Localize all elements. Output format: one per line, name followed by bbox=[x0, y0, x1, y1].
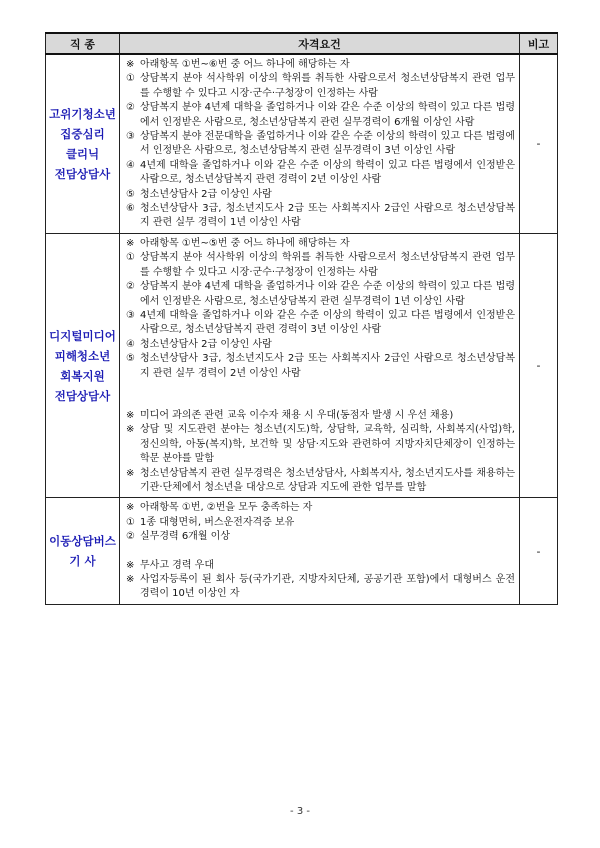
job-title-cell bbox=[46, 233, 120, 498]
requirement-item bbox=[126, 159, 515, 188]
header-note: 비고 bbox=[520, 33, 558, 54]
item-text: 4년제 대학을 졸업하거나 이와 같은 수준 이상의 학력이 있고 다른 법령에서 인정받은 사람으로, 청소년상담복지 관련 경력이 2년 이상인 사람 bbox=[140, 159, 515, 186]
requirement-item bbox=[126, 188, 515, 202]
requirement-item bbox=[126, 202, 515, 231]
requirement-item bbox=[126, 338, 515, 352]
item-marker: ※ bbox=[126, 59, 135, 70]
requirement-item bbox=[126, 251, 515, 280]
item-text: 청소년상담복지 관련 실무경력은 청소년상담사, 사회복지사, 청소년지도사를 채용하는 기관·단체에서 청소년을 대상으로 상담과 지도에 관한 업무를 말함 bbox=[140, 467, 515, 493]
requirement-item bbox=[126, 237, 515, 251]
job-title-line: 전담상담사 bbox=[54, 166, 111, 181]
job-title-line: 회복지원 bbox=[60, 368, 105, 383]
item-marker: ② bbox=[126, 102, 135, 114]
item-text: 청소년상담사 2급 이상인 사람 bbox=[140, 188, 272, 200]
item-text: 4년제 대학을 졸업하거나 이와 같은 수준 이상의 학력이 있고 다른 법령에서 인정받은 사람으로, 청소년상담복지 관련 경력이 3년 이상인 사람 bbox=[140, 309, 515, 336]
requirement-item bbox=[126, 130, 515, 159]
item-marker: ⑤ bbox=[126, 188, 135, 200]
item-marker: ⑥ bbox=[126, 203, 135, 215]
supplementary-note bbox=[126, 423, 515, 466]
supplementary-note bbox=[126, 409, 515, 423]
table-row bbox=[46, 54, 558, 233]
item-text: 실무경력 6개월 이상 bbox=[140, 531, 230, 543]
item-marker: ③ bbox=[126, 131, 135, 143]
item-text: 무사고 경력 우대 bbox=[140, 559, 214, 571]
item-marker: ※ bbox=[126, 559, 135, 571]
supplementary-note bbox=[126, 559, 515, 573]
job-title-cell bbox=[46, 54, 120, 233]
item-text: 아래항목 ①번, ②번을 모두 충족하는 자 bbox=[140, 502, 313, 514]
item-text: 아래항목 ①번~⑥번 중 어느 하나에 해당하는 자 bbox=[140, 59, 350, 70]
header-requirements: 자격요건 bbox=[120, 33, 520, 54]
item-marker: ① bbox=[126, 252, 135, 264]
item-marker: ※ bbox=[126, 574, 135, 585]
item-marker: ※ bbox=[126, 467, 135, 479]
item-marker: ③ bbox=[126, 309, 135, 321]
table-row bbox=[46, 498, 558, 604]
requirement-item bbox=[126, 501, 515, 515]
job-title-line: 기 사 bbox=[69, 554, 96, 569]
job-title-line: 집중심리 bbox=[60, 126, 105, 141]
item-text: 미디어 과의존 관련 교육 이수자 채용 시 우대(동점자 발생 시 우선 채용) bbox=[140, 409, 454, 421]
item-marker: ※ bbox=[126, 502, 135, 514]
table-row bbox=[46, 233, 558, 498]
item-marker: ① bbox=[126, 73, 135, 85]
job-title-line: 전담상담사 bbox=[54, 388, 111, 403]
item-text: 청소년상담사 2급 이상인 사람 bbox=[140, 338, 272, 350]
requirement-item bbox=[126, 352, 515, 381]
item-text: 청소년상담사 3급, 청소년지도사 2급 또는 사회복지사 2급인 사람으로 청소년상담복지 관련 실무 경력이 1년 이상인 사람 bbox=[140, 203, 515, 229]
item-text: 청소년상담사 3급, 청소년지도사 2급 또는 사회복지사 2급인 사람으로 청소년상담복지 관련 실무 경력이 2년 이상인 사람 bbox=[140, 353, 515, 379]
spacer bbox=[126, 381, 515, 409]
header-job-type: 직 종 bbox=[46, 33, 120, 54]
requirement-item bbox=[126, 72, 515, 101]
item-text: 상담 및 지도관련 분야는 청소년(지도)학, 상담학, 교육학, 심리학, 사회복지(사업)학, 정신의학, 아동(복지)학, 보건학 및 상담·지도와 관련하여 지방자치단체장이 인정하는 학문 분야를 말함 bbox=[140, 424, 515, 465]
requirements-cell bbox=[120, 54, 520, 233]
requirement-item bbox=[126, 101, 515, 130]
item-text: 상담복지 분야 석사학위 이상의 학위를 취득한 사람으로서 청소년상담복지 관련 업무를 수행할 수 있다고 시장·군수·구청장이 인정하는 사람 bbox=[140, 252, 515, 278]
requirement-item bbox=[126, 530, 515, 544]
requirements-cell bbox=[120, 498, 520, 604]
item-text: 상담복지 분야 전문대학을 졸업하거나 이와 같은 수준 이상의 학력이 있고 다른 법령에서 인정받은 사람으로, 청소년상담복지 관련 실무경력이 3년 이상인 사람 bbox=[140, 131, 515, 157]
job-title-line: 디지털미디어 bbox=[49, 328, 116, 343]
requirements-cell bbox=[120, 233, 520, 498]
item-text: 상담복지 분야 석사학위 이상의 학위를 취득한 사람으로서 청소년상담복지 관련 업무를 수행할 수 있다고 시장·군수·구청장이 인정하는 사람 bbox=[140, 73, 515, 99]
note-cell: - bbox=[520, 54, 558, 233]
requirement-item bbox=[126, 280, 515, 309]
item-text: 사업자등록이 된 회사 등(국가기관, 지방자치단체, 공공기관 포함)에서 대형버스 운전경력이 10년 이상인 자 bbox=[140, 574, 515, 600]
note-cell: - bbox=[520, 498, 558, 604]
item-marker: ※ bbox=[126, 237, 135, 249]
requirement-item bbox=[126, 309, 515, 338]
item-marker: ④ bbox=[126, 159, 135, 171]
item-marker: ※ bbox=[126, 424, 135, 436]
requirement-item bbox=[126, 516, 515, 530]
item-marker: ② bbox=[126, 281, 135, 293]
qualification-table bbox=[45, 32, 558, 605]
item-marker: ② bbox=[126, 531, 135, 543]
item-text: 1종 대형면허, 버스운전자격증 보유 bbox=[140, 516, 295, 528]
job-title-line: 이동상담버스 bbox=[49, 534, 116, 549]
item-marker: ⑤ bbox=[126, 353, 135, 365]
item-marker: ④ bbox=[126, 338, 135, 350]
supplementary-note bbox=[126, 467, 515, 496]
job-title-line: 피해청소년 bbox=[54, 348, 111, 363]
table-header-row bbox=[46, 33, 558, 54]
note-cell: - bbox=[520, 233, 558, 498]
supplementary-note bbox=[126, 573, 515, 602]
item-text: 상담복지 분야 4년제 대학을 졸업하거나 이와 같은 수준 이상의 학력이 있고 다른 법령에서 인정받은 사람으로, 청소년상담복지 관련 실무경력이 6개월 이상인 사람 bbox=[140, 102, 515, 128]
job-title-line: 클리닉 bbox=[65, 146, 100, 161]
job-title-line: 고위기청소년 bbox=[49, 106, 116, 121]
item-text: 아래항목 ①번~⑤번 중 어느 하나에 해당하는 자 bbox=[140, 237, 350, 249]
spacer bbox=[126, 545, 515, 559]
item-text: 상담복지 분야 4년제 대학을 졸업하거나 이와 같은 수준 이상의 학력이 있고 다른 법령에서 인정받은 사람으로, 청소년상담복지 관련 실무경력이 1년 이상인 사람 bbox=[140, 281, 515, 307]
requirement-item bbox=[126, 58, 515, 72]
item-marker: ① bbox=[126, 516, 135, 528]
item-marker: ※ bbox=[126, 409, 135, 421]
page-number: - 3 - bbox=[290, 806, 310, 817]
job-title-cell bbox=[46, 498, 120, 604]
